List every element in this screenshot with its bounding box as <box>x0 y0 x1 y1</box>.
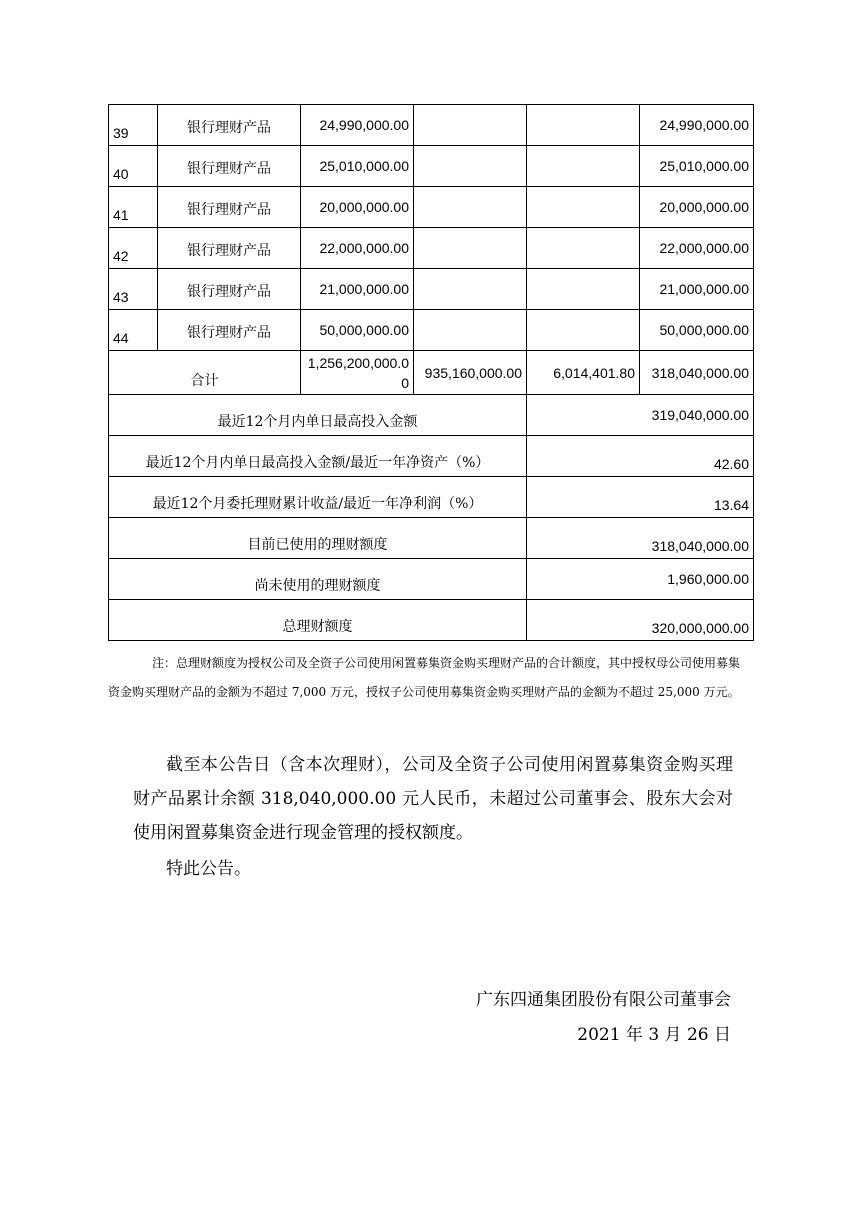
purchase-amount: 50,000,000.00 <box>301 310 414 351</box>
table-row <box>109 146 754 187</box>
summary-label: 尚未使用的理财额度 <box>109 559 527 600</box>
table-row <box>109 269 754 310</box>
summary-value: 319,040,000.00 <box>527 395 754 436</box>
purchase-amount: 24,990,000.00 <box>301 105 414 146</box>
financial-products-table <box>108 104 754 641</box>
returned-amount <box>414 105 527 146</box>
actual-income <box>527 310 640 351</box>
total-label: 合计 <box>109 351 301 395</box>
total-actual-income: 6,014,401.80 <box>527 351 640 395</box>
signature-organization: 广东四通集团股份有限公司董事会 <box>476 990 731 1010</box>
returned-amount <box>414 310 527 351</box>
row-number: 40 <box>109 146 158 187</box>
summary-row <box>109 395 754 436</box>
purchase-amount: 22,000,000.00 <box>301 228 414 269</box>
summary-row <box>109 436 754 477</box>
signature-date: 2021 年 3 月 26 日 <box>577 1025 731 1045</box>
total-purchase-amount: 1,256,200,000.00 <box>301 351 414 395</box>
summary-row <box>109 518 754 559</box>
returned-amount <box>414 228 527 269</box>
returned-amount <box>414 146 527 187</box>
returned-amount <box>414 269 527 310</box>
outstanding-balance: 25,010,000.00 <box>640 146 754 187</box>
summary-label: 总理财额度 <box>109 600 527 641</box>
row-number: 42 <box>109 228 158 269</box>
total-row <box>109 351 754 395</box>
summary-label: 最近12个月内单日最高投入金额 <box>109 395 527 436</box>
table-row <box>109 187 754 228</box>
summary-row <box>109 477 754 518</box>
purchase-amount: 20,000,000.00 <box>301 187 414 228</box>
row-number: 43 <box>109 269 158 310</box>
actual-income <box>527 228 640 269</box>
actual-income <box>527 269 640 310</box>
summary-value: 320,000,000.00 <box>527 600 754 641</box>
table-row <box>109 105 754 146</box>
outstanding-balance: 20,000,000.00 <box>640 187 754 228</box>
table-row <box>109 310 754 351</box>
table-footnote: 注：总理财额度为授权公司及全资子公司使用闲置募集资金购买理财产品的合计额度，其中授权母公司使用募集资金购买理财产品的金额为不超过 7,000 万元，授权子公司使用募集资金购买理财产品的金额为不超过 25,000 万元。 <box>108 656 741 699</box>
outstanding-balance: 24,990,000.00 <box>640 105 754 146</box>
row-number: 44 <box>109 310 158 351</box>
actual-income <box>527 146 640 187</box>
summary-value: 42.60 <box>527 436 754 477</box>
row-number: 39 <box>109 105 158 146</box>
purchase-amount: 21,000,000.00 <box>301 269 414 310</box>
total-returned-amount: 935,160,000.00 <box>414 351 527 395</box>
summary-label: 目前已使用的理财额度 <box>109 518 527 559</box>
summary-label: 最近12个月委托理财累计收益/最近一年净利润（%） <box>109 477 527 518</box>
summary-label: 最近12个月内单日最高投入金额/最近一年净资产（%） <box>109 436 527 477</box>
product-type: 银行理财产品 <box>158 105 301 146</box>
product-type: 银行理财产品 <box>158 146 301 187</box>
row-number: 41 <box>109 187 158 228</box>
product-type: 银行理财产品 <box>158 187 301 228</box>
outstanding-balance: 22,000,000.00 <box>640 228 754 269</box>
table-row <box>109 228 754 269</box>
product-type: 银行理财产品 <box>158 269 301 310</box>
closing-remark: 特此公告。 <box>166 859 251 879</box>
total-outstanding-balance: 318,040,000.00 <box>640 351 754 395</box>
outstanding-balance: 21,000,000.00 <box>640 269 754 310</box>
summary-row <box>109 600 754 641</box>
summary-row <box>109 559 754 600</box>
purchase-amount: 25,010,000.00 <box>301 146 414 187</box>
returned-amount <box>414 187 527 228</box>
actual-income <box>527 105 640 146</box>
actual-income <box>527 187 640 228</box>
product-type: 银行理财产品 <box>158 310 301 351</box>
summary-value: 318,040,000.00 <box>527 518 754 559</box>
summary-value: 1,960,000.00 <box>527 559 754 600</box>
body-paragraph: 截至本公告日（含本次理财），公司及全资子公司使用闲置募集资金购买理财产品累计余额 318,040,000.00 元人民币，未超过公司董事会、股东大会对使用闲置募集资金进行现金管理的授权额度。 <box>133 755 733 843</box>
outstanding-balance: 50,000,000.00 <box>640 310 754 351</box>
summary-value: 13.64 <box>527 477 754 518</box>
product-type: 银行理财产品 <box>158 228 301 269</box>
